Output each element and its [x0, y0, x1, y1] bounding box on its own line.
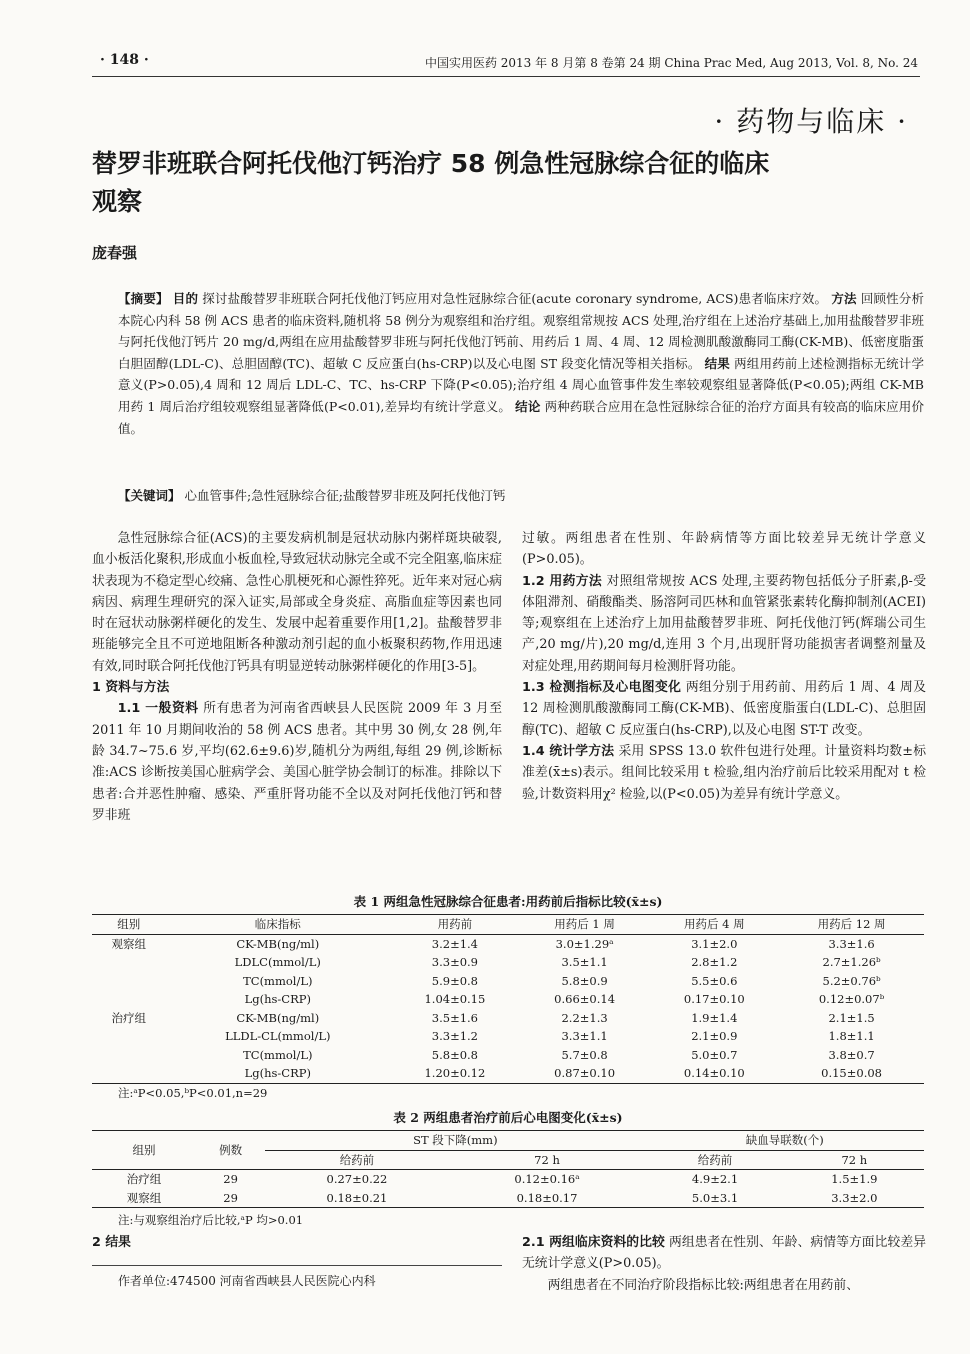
table1-row-cell: 0.14±0.10	[683, 1066, 745, 1081]
abstract-objective: 探讨盐酸替罗非班联合阿托伐他汀钙应用对急性冠脉综合征(acute coronary syndrome, ACS)患者临床疗效。	[202, 291, 828, 306]
abstract	[118, 288, 924, 439]
section-1-1-text: 所有患者为河南省西峡县人民医院 2009 年 3 月至 2011 年 10 月期间收治的 58 例 ACS 患者。其中男 30 例,女 28 例,年龄 34.7~75.6 岁,平均(62.6±9.6)岁,随机分为两组,每组 29 例,诊断标准:ACS 诊断按美国心脏病学会、美国心脏学协会制订的标准。排除以下患者:合并恶性肿瘤、感染、严重肝肾功能不全以及对阿托伐他汀钙和替罗非班	[92, 701, 503, 823]
table1-caption: 表 1 两组急性冠脉综合征患者:用药前后指标比较(x̄±s)	[353, 894, 663, 909]
table2	[92, 1130, 924, 1208]
article-title: 替罗非班联合阿托伐他汀钙治疗 58 例急性冠脉综合征的临床观察	[92, 149, 770, 216]
table1-row-cell: 1.04±0.15	[424, 992, 486, 1007]
table2-header-group: 组别	[92, 1131, 196, 1170]
section-1-3-text: 两组分别于用药前、用药后 1 周、4 周及 12 周检测肌酸激酶同工酶(CK-MB)、低密度脂蛋白(LDL-C)、总胆固醇(TC)、超敏 C 反应蛋白(hs-CRP),以及心电图 ST-T 改变。	[522, 680, 926, 738]
table1-header-cell: 用药后 4 周	[649, 915, 779, 935]
table2-row-cell: 0.27±0.22	[326, 1172, 388, 1187]
table1-row-cell: 3.1±2.0	[691, 936, 738, 951]
table1-row	[92, 1046, 924, 1065]
abstract-conclusion-head: 结论	[515, 398, 541, 414]
table1-row-cell: 观察组	[111, 936, 146, 951]
table2-row-cell: 0.12±0.16ᵃ	[514, 1172, 580, 1187]
table1-row	[92, 934, 924, 953]
results-right-column	[522, 1232, 926, 1296]
table1-row	[92, 990, 924, 1009]
table1-row-cell	[92, 1027, 166, 1046]
table1-row-cell	[92, 1064, 166, 1083]
section-1-heading: 1 资料与方法	[92, 680, 170, 696]
table2-header-row	[92, 1131, 924, 1151]
table1-row-cell	[92, 1046, 166, 1065]
table2-row-cell: 4.9±2.1	[691, 1172, 739, 1187]
table1-row-cell: 5.8±0.8	[431, 1047, 478, 1062]
body-right-column	[522, 528, 926, 805]
table1-row-cell: 3.5±1.1	[561, 955, 608, 970]
table1-row-cell: 5.2±0.76ᵇ	[822, 973, 881, 988]
table1-header-cell: 临床指标	[166, 915, 391, 935]
section-2-heading: 2 结果	[92, 1235, 131, 1250]
table1-row-cell: 1.20±0.12	[424, 1066, 486, 1081]
table1-row-cell	[92, 990, 166, 1009]
table2-row-cell: 观察组	[126, 1190, 162, 1205]
section-1-4-heading: 1.4 统计学方法	[522, 743, 615, 759]
table2-row-cell: 29	[223, 1172, 238, 1187]
table2-row-cell: 0.18±0.21	[326, 1190, 388, 1205]
abstract-methods: 回顾性分析本院心内科 58 例 ACS 患者的临床资料,随机将 58 例分为观察组和治疗组。观察组常规按 ACS 处理,治疗组在上述治疗基础上,加用盐酸替罗非班与阿托伐他汀钙片 20 mg/d,两组在应用盐酸替罗非班与阿托伐他汀钙前、用药后 1 周、4 周、12 周检测肌酸激酶同工酶(CK-MB)、低密度脂蛋白胆固醇(LDL-C)、总胆固醇(TC)、超敏 C 反应蛋白(hs-CRP)以及心电图 ST 段变化情况等相关指标。	[118, 291, 924, 371]
section-2-1	[522, 1232, 926, 1275]
header-rule	[92, 76, 920, 77]
table1-row-cell: TC(mmol/L)	[243, 973, 313, 988]
table2-row	[92, 1170, 924, 1189]
table1-row-cell: Lg(hs-CRP)	[244, 1066, 311, 1081]
table1-row-cell: CK-MB(ng/ml)	[236, 936, 320, 951]
table1-row-cell: LDLC(mmol/L)	[234, 955, 321, 970]
table1-row	[92, 972, 924, 991]
table1-row-cell: 0.15±0.08	[821, 1066, 882, 1081]
section-2-1-heading: 2.1 两组临床资料的比较	[522, 1235, 665, 1250]
table1-row-cell: 1.8±1.1	[828, 1029, 875, 1044]
table1-row-cell: 5.7±0.8	[561, 1047, 608, 1062]
table2-subheader-72h: 72 h	[449, 1150, 646, 1170]
table1-row	[92, 1027, 924, 1046]
table1-row-cell: LLDL-CL(mmol/L)	[225, 1029, 331, 1044]
abstract-label: 【摘要】	[118, 291, 169, 306]
table1-row-cell: 2.8±1.2	[691, 955, 738, 970]
table1-row-cell: 治疗组	[111, 1010, 146, 1025]
table1-row-cell: 3.0±1.29ᵃ	[555, 936, 614, 951]
table1-row-cell	[92, 953, 166, 972]
table1-header-row	[92, 915, 924, 935]
section-tag: · 药物与临床 ·	[714, 105, 908, 138]
abstract-conclusion: 两种药联合应用在急性冠脉综合征的治疗方面具有较高的临床应用价值。	[118, 398, 924, 436]
table2-note: 注:与观察组治疗后比较,ᵃP 均>0.01	[118, 1213, 304, 1227]
keywords	[118, 486, 924, 504]
section-2-2-text: 两组患者在不同治疗阶段指标比较:两组患者在用药前、	[547, 1277, 860, 1293]
table1-row-cell: 3.8±0.7	[828, 1047, 875, 1062]
section-1-1	[92, 698, 502, 826]
table2-row-cell: 3.3±2.0	[831, 1190, 878, 1205]
table1-row-cell: 2.1±1.5	[828, 1010, 875, 1025]
table1-row-cell: 5.5±0.6	[691, 973, 738, 988]
section-1-2	[522, 571, 926, 677]
table2-row	[92, 1189, 924, 1208]
table1-row-cell: 0.12±0.07ᵇ	[818, 992, 885, 1007]
table1-header-cell: 组别	[92, 915, 166, 935]
table1-header-cell: 用药后 1 周	[520, 915, 650, 935]
table1-row-cell: TC(mmol/L)	[243, 1047, 313, 1062]
table1-row-cell: 0.66±0.14	[554, 992, 616, 1007]
table1-row-cell: 2.7±1.26ᵇ	[822, 955, 881, 970]
table2-row-cell: 29	[223, 1190, 238, 1205]
keywords-text: 心血管事件;急性冠脉综合征;盐酸替罗非班及阿托伐他汀钙	[184, 488, 506, 503]
body-left-column	[92, 528, 502, 826]
table1-row-cell: 2.1±0.9	[691, 1029, 738, 1044]
intro-paragraph: 急性冠脉综合征(ACS)的主要发病机制是冠状动脉内粥样斑块破裂,血小板活化聚积,形成血小板血栓,导致冠状动脉完全或不完全阻塞,临床症状表现为不稳定型心绞痛、急性心肌梗死和心源性猝死。近年来对冠心病病因、病理生理研究的深入证实,局部或全身炎症、高脂血症等因素也同时在冠状动脉粥样硬化的发生、发展中起着重要作用[1,2]。盐酸替罗非班能够完全且不可逆地阻断各种激动剂引起的血小板聚积药物,作用迅速有效,同时联合阿托伐他汀钙具有明显逆转动脉粥样硬化的作用[3-5]。	[92, 531, 502, 674]
section-1-3	[522, 677, 926, 741]
table1-row-cell: 5.8±0.9	[561, 973, 608, 988]
footnote-rule	[92, 1265, 502, 1266]
table1-row-cell: 3.3±0.9	[431, 955, 478, 970]
author-affiliation: 作者单位:474500 河南省西峡县人民医院心内科	[118, 1274, 376, 1288]
table2-subheader-before: 给药前	[645, 1150, 784, 1170]
table1-row	[92, 1009, 924, 1028]
table1-row-cell: Lg(hs-CRP)	[244, 992, 311, 1007]
section-1-4-text: 采用 SPSS 13.0 软件包进行处理。计量资料均数±标准差(x̄±s)表示。组间比较采用 t 检验,组内治疗前后比较采用配对 t 检验,计数资料用χ² 检验,以(P<0.05)为差异有统计学意义。	[522, 743, 927, 802]
section-1-3-heading: 1.3 检测指标及心电图变化	[522, 680, 682, 696]
table1-row-cell: CK-MB(ng/ml)	[236, 1010, 320, 1025]
abstract-results-head: 结果	[704, 355, 730, 371]
abstract-methods-head: 方法	[831, 291, 857, 306]
table2-header-leads: 缺血导联数(个)	[645, 1131, 924, 1151]
section-1-1-heading: 1.1 一般资料	[117, 701, 199, 717]
table1-row-cell: 5.9±0.8	[431, 973, 478, 988]
abstract-results: 两组用药前上述检测指标无统计学意义(P>0.05),4 周和 12 周后 LDL-C、TC、hs-CRP 下降(P<0.05);治疗组 4 周心血管事件发生率较观察组显著降低(P<0.05);两组 CK-MB 用药 1 周后治疗组较观察组显著降低(P<0.01),差异均有统计学意义。	[118, 355, 924, 414]
journal-header: 中国实用医药 2013 年 8 月第 8 卷第 24 期 China Prac Med, Aug 2013, Vol. 8, No. 24	[424, 56, 918, 70]
table1-row-cell: 2.2±1.3	[561, 1010, 608, 1025]
table2-row-cell: 治疗组	[126, 1172, 162, 1187]
table1-row-cell: 0.17±0.10	[683, 992, 745, 1007]
section-2-heading-block	[92, 1232, 502, 1253]
table1-row-cell: 3.2±1.4	[431, 936, 478, 951]
table1-row-cell: 1.9±1.4	[691, 1010, 738, 1025]
table2-header-cases: 例数	[196, 1131, 265, 1170]
table2-subheader-before: 给药前	[265, 1150, 448, 1170]
table2-row-cell: 5.0±3.1	[691, 1190, 739, 1205]
keywords-label: 【关键词】	[118, 488, 181, 503]
table2-header-st: ST 段下降(mm)	[265, 1131, 645, 1151]
table1-row-cell	[92, 972, 166, 991]
table2-row-cell: 1.5±1.9	[831, 1172, 878, 1187]
section-1-4	[522, 741, 926, 805]
abstract-objective-head: 目的	[172, 291, 199, 306]
table1-row	[92, 953, 924, 972]
table1	[92, 914, 924, 1084]
author: 庞春强	[92, 244, 138, 262]
table2-caption: 表 2 两组患者治疗前后心电图变化(x̄±s)	[393, 1110, 623, 1125]
table1-row-cell: 3.5±1.6	[431, 1010, 478, 1025]
table1-row	[92, 1064, 924, 1083]
table1-row-cell: 3.3±1.2	[431, 1029, 478, 1044]
table1-row-cell: 0.87±0.10	[554, 1066, 616, 1081]
section-1-2-text: 对照组常规按 ACS 处理,主要药物包括低分子肝素,β-受体阻滞剂、硝酸酯类、肠溶阿司匹林和血管紧张素转化酶抑制剂(ACEI)等;观察组在上述治疗上加用盐酸替罗非班、阿托伐他汀钙(辉瑞公司生产,20 mg/片),20 mg/d,连用 3 个月,出现肝肾功能损害者调整剂量及对症处理,用药期间每月检测肝肾功能。	[522, 573, 926, 674]
table1-row-cell: 3.3±1.1	[561, 1029, 608, 1044]
table2-row-cell: 0.18±0.17	[516, 1190, 578, 1205]
continued-text: 过敏。两组患者在性别、年龄病情等方面比较差异无统计学意义(P>0.05)。	[522, 531, 926, 568]
table1-row-cell: 5.0±0.7	[691, 1047, 738, 1062]
table1-header-cell: 用药后 12 周	[779, 915, 924, 935]
section-1-2-heading: 1.2 用药方法	[522, 573, 603, 589]
section-2-1-text: 两组患者在性别、年龄、病情等方面比较差异无统计学意义(P>0.05)。	[522, 1235, 926, 1272]
table1-header-cell: 用药前	[390, 915, 520, 935]
table2-subheader-72h: 72 h	[785, 1150, 924, 1170]
table1-note: 注:ᵃP<0.05,ᵇP<0.01,n=29	[118, 1086, 268, 1100]
page-number: · 148 ·	[100, 52, 149, 68]
table1-row-cell: 3.3±1.6	[828, 936, 875, 951]
